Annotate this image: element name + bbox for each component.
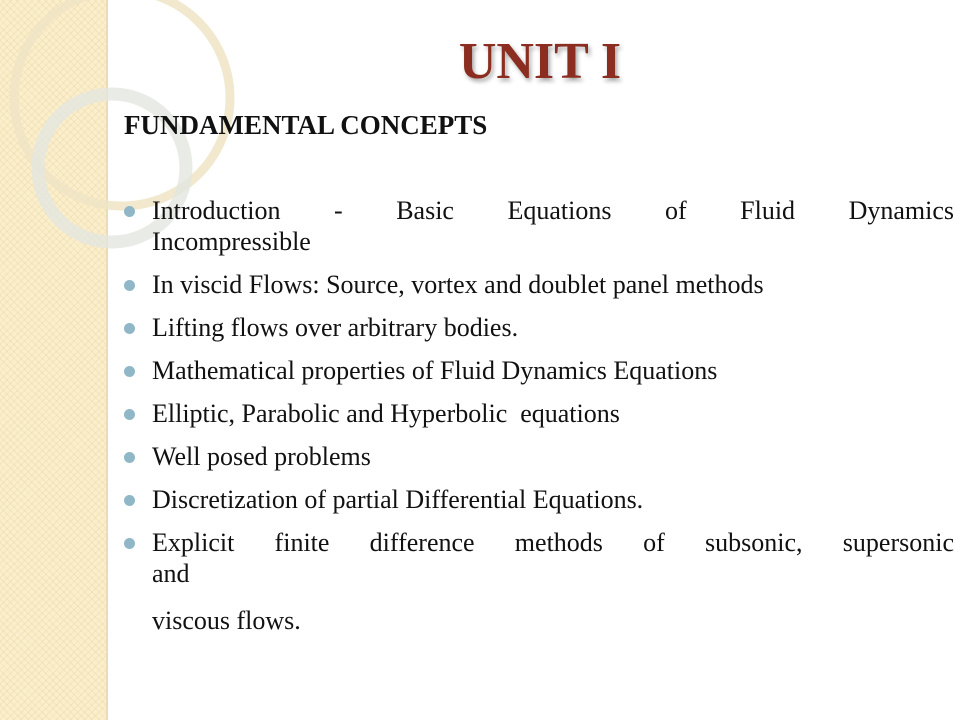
bullet-dot-icon: [124, 495, 135, 506]
bullet-dot-icon: [124, 206, 135, 217]
topic-text: In viscid Flows: Source, vortex and doublet panel methods: [152, 270, 764, 299]
bullet-dot-icon: [124, 323, 135, 334]
topic-text: Explicit finite difference methods of subsonic, supersonic: [152, 528, 954, 557]
section-heading: FUNDAMENTAL CONCEPTS: [124, 110, 488, 140]
topic-text-wrap: and: [152, 559, 190, 588]
bullet-dot-icon: [124, 538, 135, 549]
topic-item: [124, 269, 954, 300]
topic-text: Elliptic, Parabolic and Hyperbolic equations: [152, 399, 620, 428]
topic-item: [124, 195, 954, 257]
topic-item: [124, 398, 954, 429]
bullet-dot-icon: [124, 366, 135, 377]
decorative-ring-large: [14, 0, 230, 206]
topic-list: [124, 195, 954, 601]
topic-text: Mathematical properties of Fluid Dynamics Equations: [152, 356, 718, 385]
topic-item: [124, 527, 954, 589]
topic-continuation: viscous flows.: [152, 606, 301, 635]
slide-title: UNIT I: [458, 33, 622, 90]
bullet-dot-icon: [124, 452, 135, 463]
topic-text: Lifting flows over arbitrary bodies.: [152, 313, 519, 342]
topic-item: [124, 312, 954, 343]
topic-text: Discretization of partial Differential Equations.: [152, 485, 644, 514]
bullet-dot-icon: [124, 409, 135, 420]
topic-item: [124, 441, 954, 472]
topic-item: [124, 355, 954, 386]
topic-text: Well posed problems: [152, 442, 371, 471]
bullet-dot-icon: [124, 280, 135, 291]
topic-text-wrap: Incompressible: [152, 227, 311, 256]
topic-item: [124, 484, 954, 515]
topic-text: Introduction - Basic Equations of Fluid Dynamics: [152, 196, 954, 225]
